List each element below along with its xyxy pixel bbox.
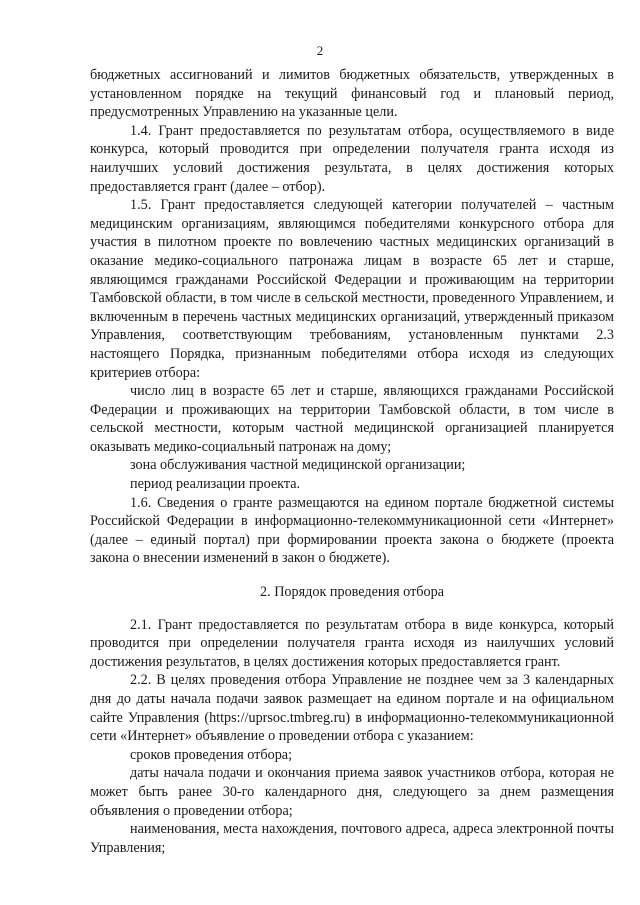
list-item-dates: даты начала подачи и окончания приема заявок участников отбора, которая не может быть ранее 30-го календарного дня, следующего за днем размещения объявления о проведении отбора; [90,765,614,819]
paragraph-1-6: 1.6. Сведения о гранте размещаются на едином портале бюджетной системы Российской Федерации в информационно-телекоммуникационной сети «Интернет» (далее – единый портал) при формировании проекта закона о бюджете (проекта закона о внесении изменений в закон о бюджете). [90,494,614,567]
paragraph-2-1: 2.1. Грант предоставляется по результатам отбора в виде конкурса, который проводится при определении получателя гранта исходя из наилучших условий достижения результатов, в целях достижения которых предоставляется грант. [90,616,614,670]
paragraph-2-2: 2.2. В целях проведения отбора Управление не позднее чем за 3 календарных дня до даты начала подачи заявок размещает на едином портале и на официальном сайте Управления (https://uprsoc.tmbreg.ru) в информационно-телекоммуникационной сети «Интернет» объявление о проведении отбора с указанием: [90,672,614,745]
page-number: 2 [316,43,324,58]
document-body [90,66,614,857]
paragraph-1-5: 1.5. Грант предоставляется следующей категории получателей – частным медицинским организациям, являющимся победителями конкурсного отбора для участия в пилотном проекте по вовлечению частных медицинских организаций в оказание медико-социального патронажа лицам в возрасте 65 лет и старше, являющимся гражданами Российской Федерации и проживающим на территории Тамбовской области, в том числе в сельской местности, проведенного Управлением, и включенным в перечень частных медицинских организаций, утвержденный приказом Управления, соответствующим требованиям, установленным пунктами 2.3 настоящего Порядка, признанным победителями отбора исходя из следующих критериев отбора: [90,197,614,381]
list-item-address: наименования, места нахождения, почтового адреса, адреса электронной почты Управления; [90,821,614,856]
paragraph-1-4: 1.4. Грант предоставляется по результатам отбора, осуществляемого в виде конкурса, который проводится при определении получателя гранта исходя из наилучших условий достижения результата, в целях достижения которых предоставляется грант (далее – отбор). [90,122,614,195]
list-item-terms: сроков проведения отбора; [130,746,293,763]
criterion-1: число лиц в возрасте 65 лет и старше, являющихся гражданами Российской Федерации и проживающих на территории Тамбовской области, в том числе в сельской местности, которым частной медицинской организацией планируется оказывать медико-социальный патронаж на дому; [90,383,614,455]
section-heading: 2. Порядок проведения отбора [260,584,444,601]
criterion-2: зона обслуживания частной медицинской организации; [130,457,466,474]
paragraph-continuation: бюджетных ассигнований и лимитов бюджетных обязательств, утвержденных в установленном порядке на текущий финансовый год и плановый период, предусмотренных Управлению на указанные цели. [90,67,614,121]
criterion-3: период реализации проекта. [130,476,301,493]
